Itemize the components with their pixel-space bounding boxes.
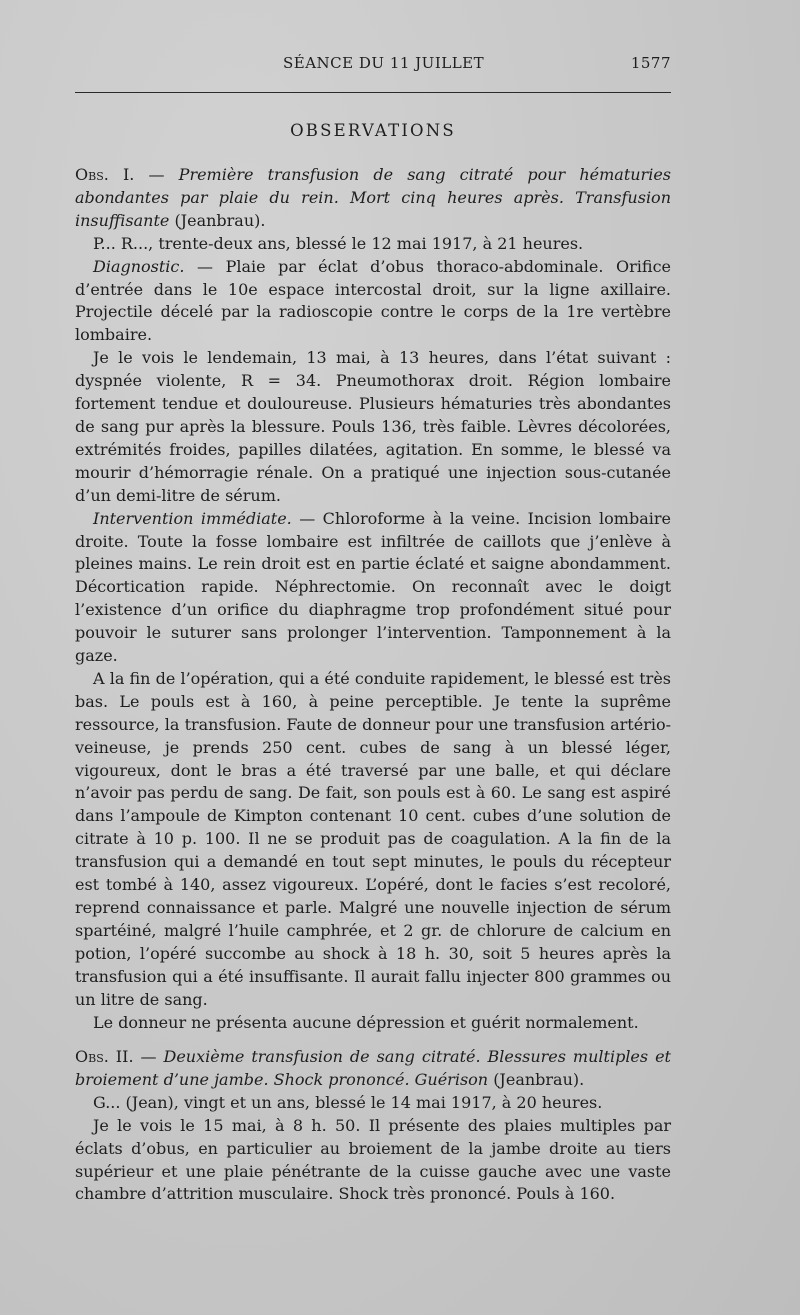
obs1-paragraph-3: Je le vois le lendemain, 13 mai, à 13 heures, dans l’état suivant : dyspnée violente, R = 34. Pneumothorax droit. Région lombaire fortement tendue et douloureuse. Plusieurs hématuries très abondantes de sang pur après la blessure. Pouls 136, très faible. Lèvres décolorées, extrémités froides, papilles dilatées, agitation. En somme, le blessé va mourir d’hémorragie rénale. On a pratiqué une injection sous-cutanée d’un demi-litre de sérum.	[75, 348, 671, 505]
obs1-diagnostic-text: — Plaie par éclat d’obus thoraco-abdominale. Orifice d’entrée dans le 10e espace intercostal droit, sur la ligne axillaire. Projectile décelé par la radioscopie contre le corps de la 1re vertèbre lombaire.	[75, 256, 672, 345]
obs1-diagnostic-label: Diagnostic.	[93, 256, 185, 276]
obs2-author: (Jeanbrau).	[493, 1069, 585, 1089]
obs1-title: Première transfusion de sang citraté pour hématuries abondantes par plaie du rein. Mort cinq heures après. Transfusion insuffisante	[75, 165, 671, 230]
running-head	[75, 52, 671, 78]
obs1-label: Obs. I. —	[75, 165, 165, 184]
obs2-label: Obs. II. —	[75, 1047, 157, 1066]
obs2-title: Deuxième transfusion de sang citraté. Blessures multiples et broiement d’une jambe. Shock prononcé. Guérison	[75, 1047, 671, 1089]
obs1-paragraph-4	[75, 508, 671, 668]
obs1-author: (Jeanbrau).	[174, 210, 266, 230]
obs2-paragraph-1: G... (Jean), vingt et un ans, blessé le 14 mai 1917, à 20 heures.	[93, 1092, 603, 1112]
section-title: OBSERVATIONS	[290, 121, 456, 140]
obs1-paragraph-5: A la fin de l’opération, qui a été conduite rapidement, le blessé est très bas. Le pouls est à 160, à peine perceptible. Je tente la suprême ressource, la transfusion. Faute de donneur pour une transfusion artério-veineuse, je prends 250 cent. cubes de sang à un blessé léger, vigoureux, dont le bras a été traversé par une balle, et qui déclare n’avoir pas perdu de sang. De fait, son pouls est à 60. Le sang est aspiré dans l’ampoule de Kimpton contenant 10 cent. cubes d’une solution de citrate à 10 p. 100. Il ne se produit pas de coagulation. A la fin de la transfusion qui a demandé en tout sept minutes, le pouls du récepteur est tombé à 140, assez vigoureux. L’opéré, dont le facies s’est recoloré, reprend connaissance et parle. Malgré une nouvelle injection de sérum spartéiné, malgré l’huile camphrée, et 2 gr. de chlorure de calcium en potion, l’opéré succombe au shock à 18 h. 30, soit 5 heures après la transfusion qui a été insuffisante. Il aurait fallu injecter 800 grammes ou un litre de sang.	[75, 668, 671, 1009]
obs1-intervention-label: Intervention immédiate.	[93, 508, 292, 528]
obs2-paragraph-2: Je le vois le 15 mai, à 8 h. 50. Il présente des plaies multiples par éclats d’obus, en particulier au broiement de la jambe droite au tiers supérieur et une plaie pénétrante de la cuisse gauche avec une vaste chambre d’attrition musculaire. Shock très prononcé. Pouls à 160.	[75, 1115, 671, 1204]
obs1-paragraph-6: Le donneur ne présenta aucune dépression et guérit normalement.	[93, 1012, 639, 1032]
running-title: SÉANCE DU 11 JUILLET	[283, 54, 485, 72]
obs1-heading	[75, 164, 671, 233]
obs1-paragraph-1: P... R..., trente-deux ans, blessé le 12 mai 1917, à 21 heures.	[93, 233, 584, 253]
observation-1	[75, 164, 671, 1034]
page-number: 1577	[630, 54, 671, 72]
obs1-paragraph-2	[75, 256, 671, 348]
observation-2	[75, 1046, 671, 1206]
header-rule	[75, 92, 671, 93]
obs2-heading	[75, 1046, 671, 1092]
obs1-intervention-text: — Chloroforme à la veine. Incision lombaire droite. Toute la fosse lombaire est infiltrée de caillots que j’enlève à pleines mains. Le rein droit est en partie éclaté et saigne abondamment. Décortication rapide. Néphrectomie. On reconnaît avec le doigt l’existence d’un orifice du diaphragme trop profondément situé pour pouvoir le suturer sans prolonger l’intervention. Tamponnement à la gaze.	[75, 508, 671, 666]
